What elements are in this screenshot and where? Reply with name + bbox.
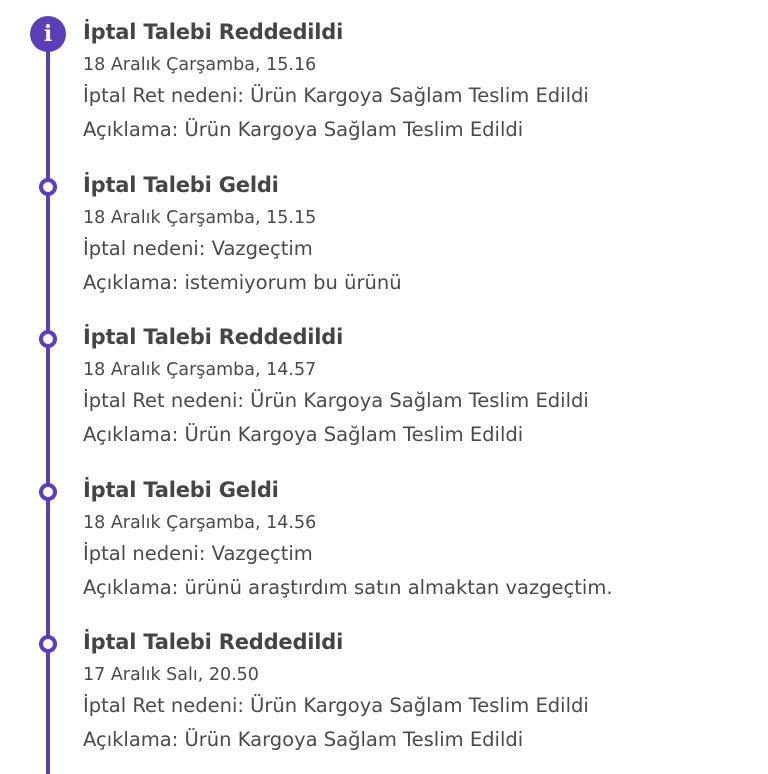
timeline-entry bbox=[0, 458, 768, 610]
entry-title: İptal Talebi Reddedildi bbox=[83, 630, 344, 654]
timeline-entry bbox=[0, 305, 768, 457]
entry-description: Açıklama: istemiyorum bu ürünü bbox=[83, 270, 402, 294]
entry-description: Açıklama: Ürün Kargoya Sağlam Teslim Edildi bbox=[83, 728, 524, 751]
entry-reason: İptal Ret nedeni: Ürün Kargoya Sağlam Teslim Edildi bbox=[83, 84, 589, 107]
entry-title: İptal Talebi Geldi bbox=[83, 172, 279, 197]
entry-date: 18 Aralık Çarşamba, 14.57 bbox=[83, 360, 317, 380]
entry-date: 17 Aralık Salı, 20.50 bbox=[83, 665, 259, 685]
entry-reason: İptal nedeni: Vazgeçtim bbox=[83, 236, 313, 260]
entry-reason: İptal Ret nedeni: Ürün Kargoya Sağlam Teslim Edildi bbox=[83, 389, 589, 412]
timeline-node-icon bbox=[39, 483, 57, 501]
entry-date: 18 Aralık Çarşamba, 15.16 bbox=[83, 55, 317, 75]
entry-date: 18 Aralık Çarşamba, 15.15 bbox=[83, 207, 317, 228]
entry-title: İptal Talebi Reddedildi bbox=[83, 20, 344, 44]
timeline-node-icon bbox=[39, 178, 57, 196]
timeline-node-icon bbox=[39, 635, 57, 653]
entry-description: Açıklama: ürünü araştırdım satın almaktan vazgeçtim. bbox=[83, 575, 613, 599]
entry-title: İptal Talebi Geldi bbox=[83, 477, 279, 502]
entry-reason: İptal nedeni: Vazgeçtim bbox=[83, 541, 313, 565]
timeline-entry bbox=[0, 153, 768, 305]
timeline-entry bbox=[0, 0, 768, 152]
entry-description: Açıklama: Ürün Kargoya Sağlam Teslim Edildi bbox=[83, 423, 524, 446]
entry-reason: İptal Ret nedeni: Ürün Kargoya Sağlam Teslim Edildi bbox=[83, 694, 589, 717]
timeline-node-icon bbox=[39, 330, 57, 348]
entry-description: Açıklama: Ürün Kargoya Sağlam Teslim Edildi bbox=[83, 118, 524, 141]
info-icon: i bbox=[30, 16, 66, 52]
timeline-entry bbox=[0, 610, 768, 762]
entry-date: 18 Aralık Çarşamba, 14.56 bbox=[83, 512, 317, 533]
entry-title: İptal Talebi Reddedildi bbox=[83, 325, 344, 349]
